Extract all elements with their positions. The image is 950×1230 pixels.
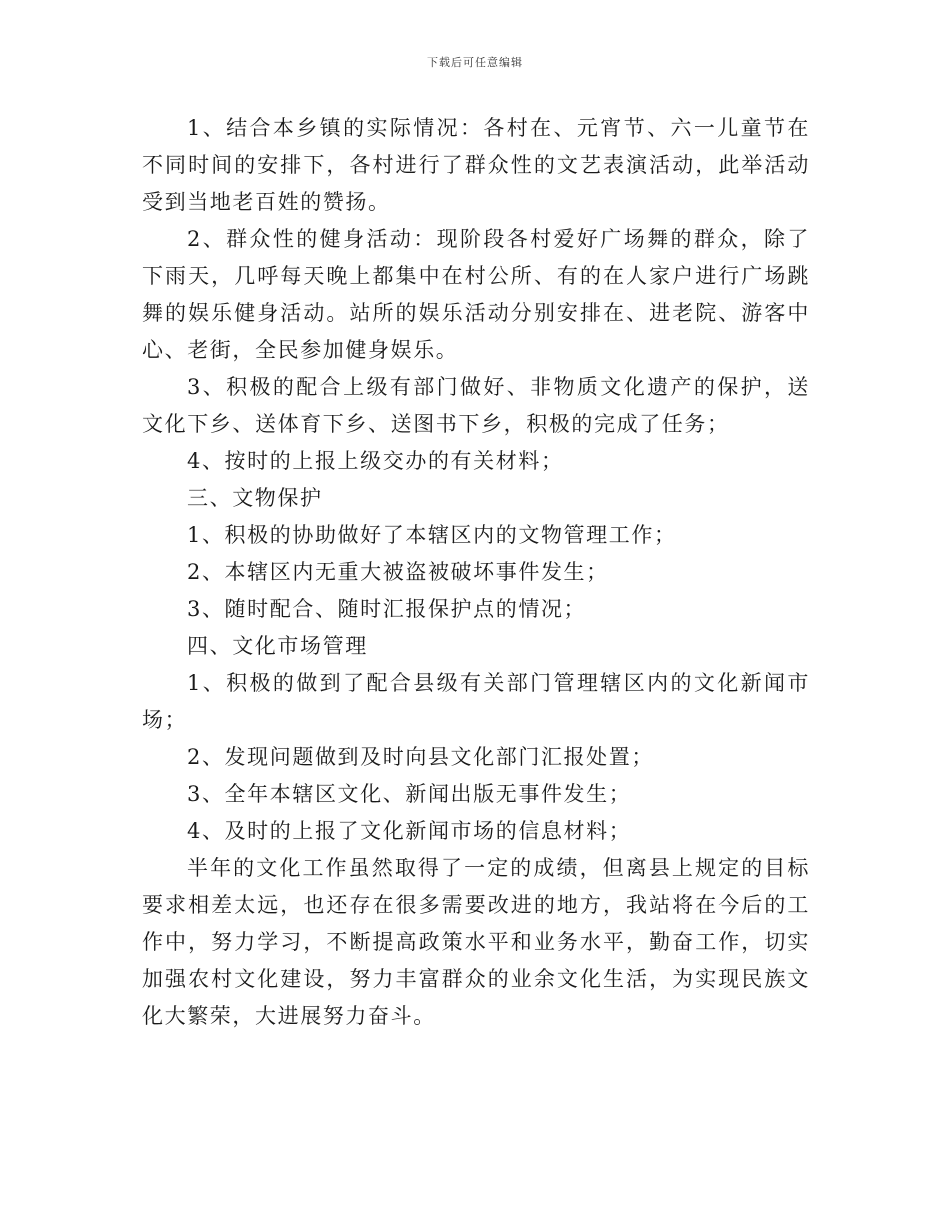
paragraph-problem-reporting: 2、发现问题做到及时向县文化部门汇报处置； (187, 745, 654, 769)
paragraph-heritage-protection: 3、积极的配合上级有部门做好、非物质文化遗产的保护，送文化下乡、送体育下乡、送图书下乡，积极的完成了任务； (142, 375, 810, 436)
document-body (142, 110, 810, 1035)
paragraph-relics-management: 1、积极的协助做好了本辖区内的文物管理工作； (187, 523, 677, 547)
paragraph-no-incidents: 3、全年本辖区文化、新闻出版无事件发生； (187, 782, 632, 806)
paragraph-village-performances: 1、结合本乡镇的实际情况：各村在、元宵节、六一儿童节在不同时间的安排下，各村进行了群众性的文艺表演活动，此举活动受到当地老百姓的赞扬。 (142, 116, 810, 214)
paragraph-market-management: 1、积极的做到了配合县级有关部门管理辖区内的文化新闻市场； (142, 671, 810, 732)
paragraph-fitness-activities: 2、群众性的健身活动：现阶段各村爱好广场舞的群众，除了下雨天，几呼每天晚上都集中在村公所、有的在人家户进行广场跳舞的娱乐健身活动。站所的娱乐活动分别安排在、进老院、游客中心、老街，全民参加健身娱乐。 (142, 227, 810, 362)
section-heading-market: 四、文化市场管理 (187, 634, 368, 658)
paragraph-report-materials: 4、按时的上报上级交办的有关材料； (187, 449, 564, 473)
section-heading-relics: 三、文物保护 (187, 486, 323, 510)
paragraph-no-theft: 2、本辖区内无重大被盗被破坏事件发生； (187, 560, 609, 584)
paragraph-market-info: 4、及时的上报了文化新闻市场的信息材料； (187, 819, 632, 843)
paragraph-conclusion: 半年的文化工作虽然取得了一定的成绩，但离县上规定的目标要求相差太远，也还存在很多需要改进的地方，我站将在今后的工作中，努力学习，不断提高政策水平和业务水平，勤奋工作，切实加强农村文化建设，努力丰富群众的业余文化生活，为实现民族文化大繁荣，大进展努力奋斗。 (142, 856, 810, 1028)
page-header-note: 下载后可任意编辑 (427, 56, 523, 69)
paragraph-protection-reporting: 3、随时配合、随时汇报保护点的情况； (187, 597, 587, 621)
